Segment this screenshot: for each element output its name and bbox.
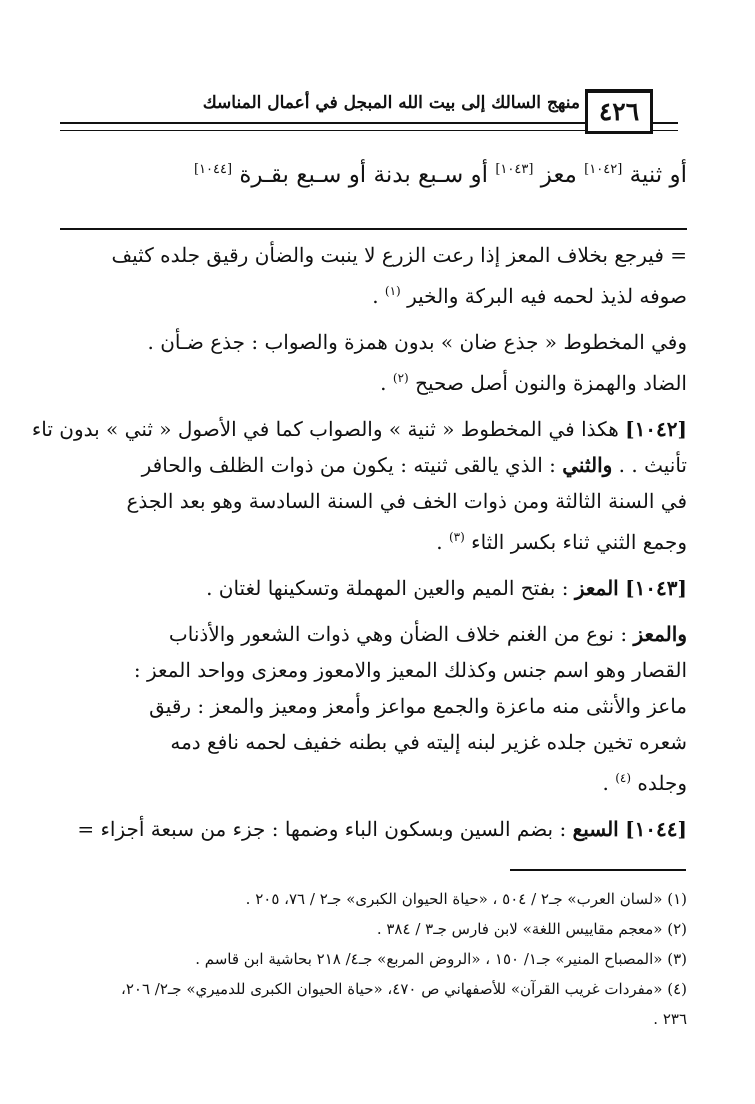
main-text-segment: أو سـبع بدنة أو سـبع بقـرة: [239, 162, 489, 188]
body-line: [60, 273, 687, 314]
body-text: صوفه لذيذ لحمه فيه البركة والخير: [407, 284, 687, 308]
note-marker-1043: [١٠٤٣]: [495, 162, 534, 177]
footnotes: [60, 884, 687, 1034]
body-line: = فيرجع بخلاف المعز إذا رعت الزرع لا ينبت والضأن رقيق جلده كثيف: [111, 243, 687, 267]
commentary-body: [31, 237, 687, 847]
body-text: : نوع من الغنم خلاف الضأن وهي ذوات الشعور والأذناب: [168, 622, 628, 646]
note-1042-line: [31, 411, 687, 447]
body-text: : بفتح الميم والعين المهملة وتسكينها لغتان .: [206, 576, 569, 600]
body-line: في السنة الثالثة ومن ذوات الخف في السنة السادسة وهو بعد الجذع: [126, 489, 687, 513]
term-thani: والثني: [562, 453, 613, 477]
body-line: ماعز والأنثى منه ماعزة والجمع مواعز وأمعز ومعيز والمعز : رقيق: [149, 694, 687, 718]
footnote-2: (٢) «معجم مقاييس اللغة» لابن فارس جـ٣ / ٣٨٤ .: [376, 920, 687, 938]
footnote-ref-4: (٤): [615, 771, 632, 785]
footnote-4: (٤) «مفردات غريب القرآن» للأصفهاني ص ٤٧٠، «حياة الحيوان الكبرى للدميري» جـ٢/ ٢٠٦،: [120, 980, 687, 998]
running-header-title: منهج السالك إلى بيت الله المبجل في أعمال المناسك: [202, 93, 580, 113]
term-maaz: المعز: [574, 576, 619, 600]
body-line: [60, 360, 687, 401]
main-text-segment: أو ثنية: [629, 162, 687, 188]
footnote-ref-2: (٢): [392, 371, 409, 385]
footnote-ref-1: (١): [384, 284, 401, 298]
body-text: وجلده: [637, 771, 687, 795]
body-text: : بضم السين وبسكون الباء وضمها : جزء من سبعة أجزاء =: [77, 817, 567, 841]
main-text-line: [60, 162, 687, 188]
note-1044-line: [60, 811, 687, 847]
body-line: [60, 760, 687, 801]
note-marker-1042: [١٠٤٢]: [584, 162, 623, 177]
body-line: [60, 447, 687, 483]
note-1043-line: [60, 570, 687, 606]
main-text-segment: معز: [540, 162, 577, 188]
footnote-3: (٣) «المصباح المنير» جـ١/ ١٥٠ ، «الروض المربع» جـ٤/ ٢١٨ بحاشية ابن قاسم .: [195, 950, 687, 968]
footnote-4-continued: ٢٣٦ .: [653, 1010, 687, 1028]
body-text: .: [372, 284, 379, 308]
body-text: .: [380, 371, 387, 395]
body-text: .: [436, 530, 443, 554]
note-label-1042: [١٠٤٢]: [625, 417, 687, 441]
footnote-rule: [510, 869, 686, 871]
body-text: تأنيث . .: [618, 453, 687, 477]
note-label-1043: [١٠٤٣]: [625, 576, 687, 600]
body-text: هكذا في المخطوط « ثنية » والصواب كما في الأصول « ثني » بدون تاء: [31, 417, 619, 441]
footnote-ref-3: (٣): [448, 530, 465, 544]
body-text: .: [602, 771, 609, 795]
body-line: القصار وهو اسم جنس وكذلك المعيز والامعوز ومعزى وواحد المعز :: [133, 658, 687, 682]
body-line: شعره تخين جلده غزير لبنه إليته في بطنه خفيف لحمه نافع دمه: [170, 730, 687, 754]
body-text: وجمع الثني ثناء بكسر الثاء: [471, 530, 687, 554]
note-label-1044: [١٠٤٤]: [625, 817, 687, 841]
body-text: : الذي يالقى ثنيته : يكون من ذوات الظلف والحافر: [141, 453, 556, 477]
term-walmaaz: والمعز: [633, 622, 687, 646]
body-line: [60, 519, 687, 560]
main-text-rule: [60, 228, 687, 230]
body-line: [60, 616, 687, 652]
term-subu: السبع: [572, 817, 619, 841]
page-number-box: ٤٢٦: [585, 89, 653, 134]
footnote-1: (١) «لسان العرب» جـ٢ / ٥٠٤ ، «حياة الحيوان الكبرى» جـ٢ / ٧٦، ٢٠٥ .: [245, 890, 687, 908]
body-line: وفي المخطوط « جذع ضان » بدون همزة والصواب : جذع ضـأن .: [147, 330, 687, 354]
body-text: الضاد والهمزة والنون أصل صحيح: [415, 371, 687, 395]
note-marker-1044: [١٠٤٤]: [193, 162, 233, 177]
